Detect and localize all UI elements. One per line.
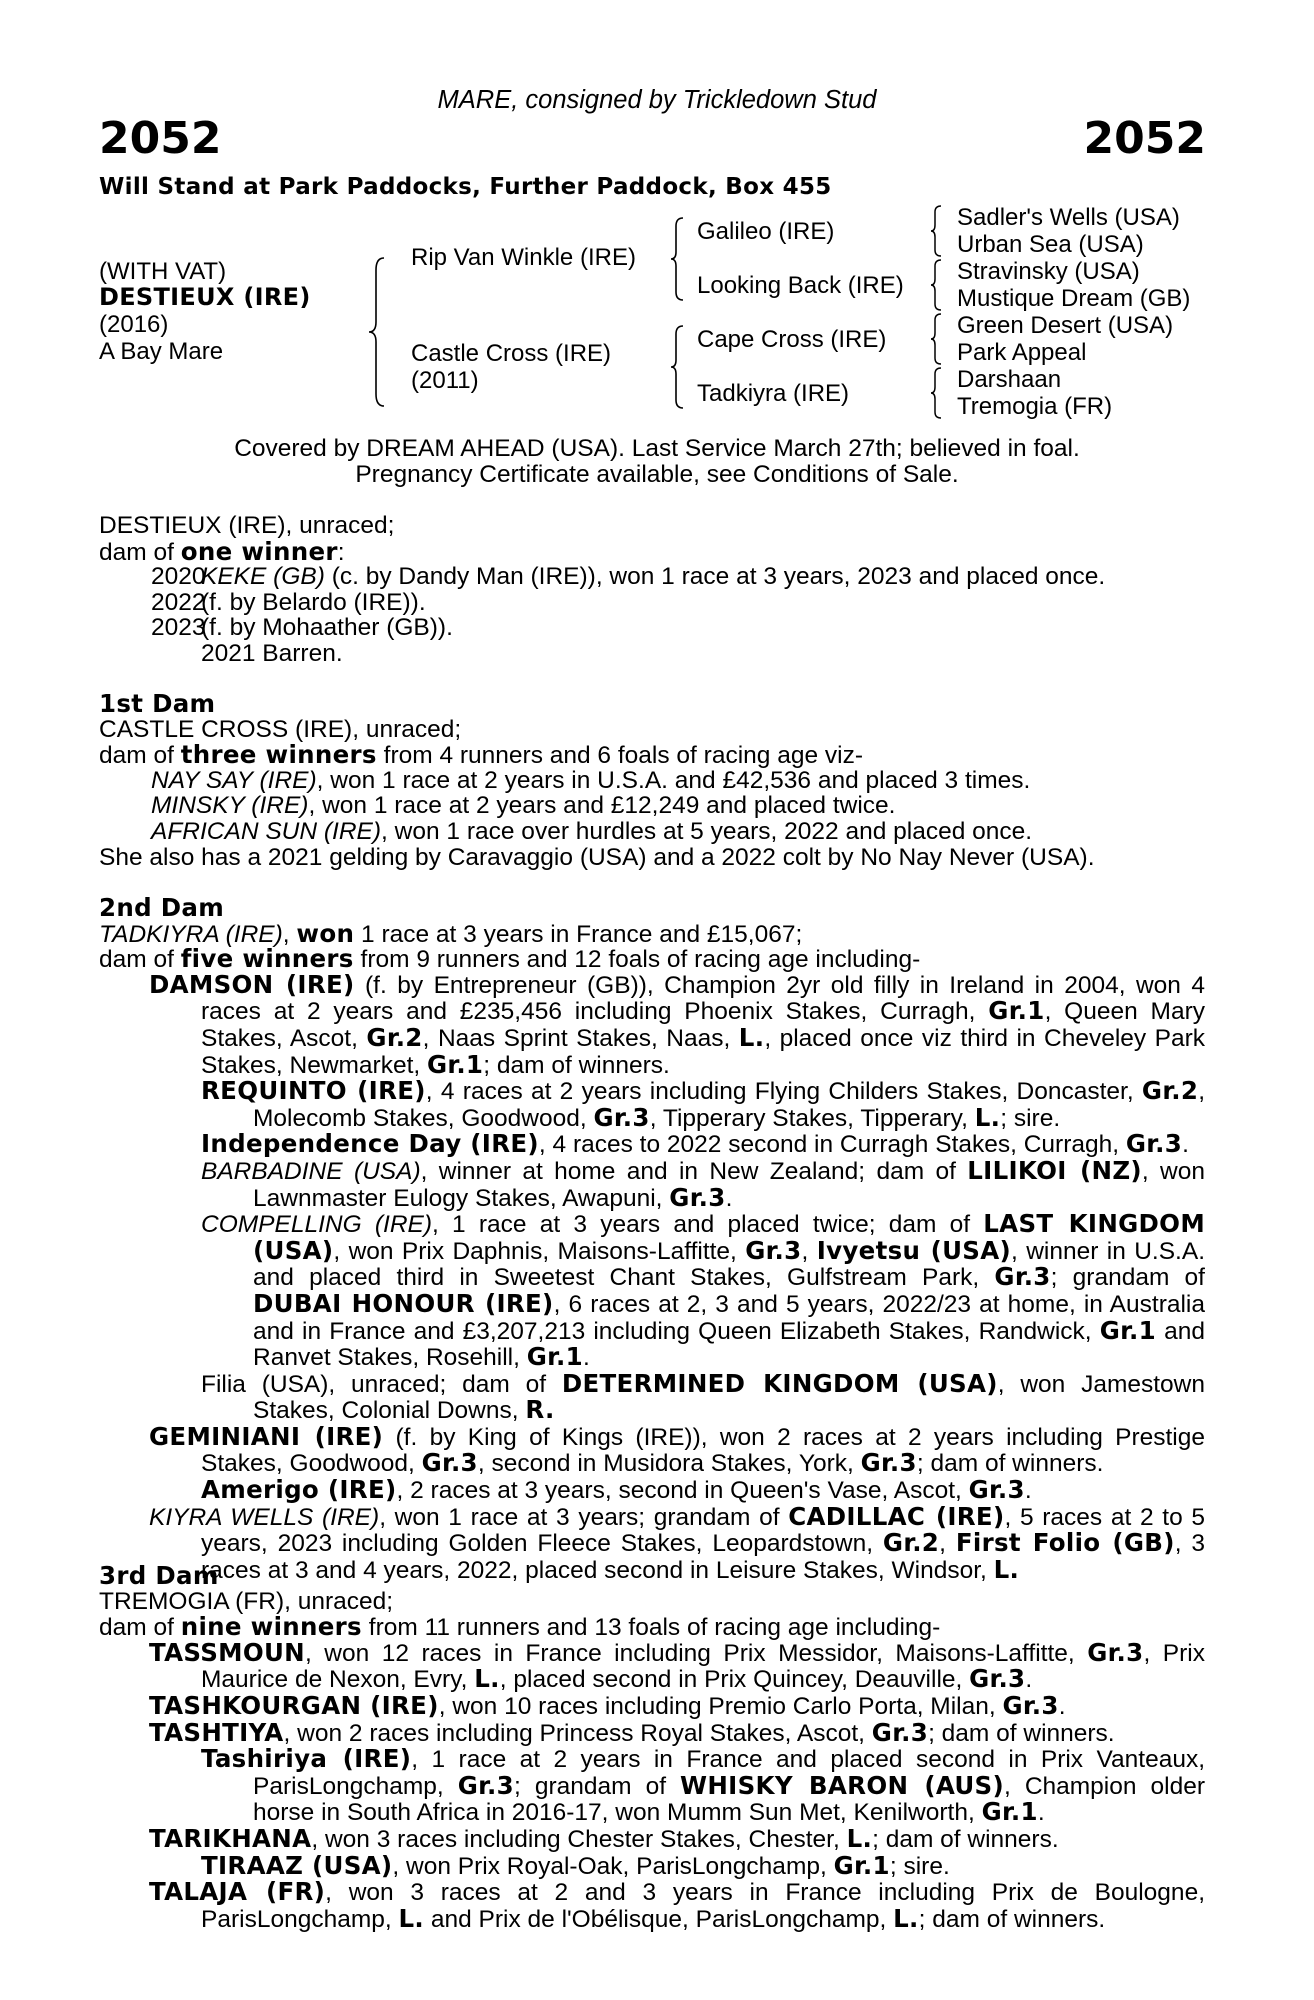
- horse-year: (2016): [99, 311, 169, 338]
- runner-entry: Tashiriya (IRE), 1 race at 2 years in France and placed second in Prix Vanteaux, ParisLongchamp, Gr.3; grandam of WHISKY BARON (AUS), Champion older horse in South Africa in 2016-17, won Mumm Sun Met, Kenilworth, Gr.1.: [201, 1744, 1206, 1827]
- runner-entry: NAY SAY (IRE), won 1 race at 2 years in U.S.A. and £42,536 and placed 3 times.: [151, 766, 1031, 794]
- bracket-sd: [930, 258, 944, 312]
- produce-intro: DESTIEUX (IRE), unraced;: [99, 512, 395, 539]
- sire-bracket: [670, 216, 686, 302]
- produce-summary: dam of one winner:: [99, 536, 345, 566]
- produce-row: 2020KEKE (GB) (c. by Dandy Man (IRE)), won 1 race at 3 years, 2023 and placed once.: [151, 563, 1106, 591]
- runner-entry: REQUINTO (IRE), 4 races at 2 years including Flying Childers Stakes, Doncaster, Gr.2, Molecomb Stakes, Goodwood, Gr.3, Tipperary Stakes, Tipperary, L.; sire.: [201, 1076, 1205, 1132]
- dam-sire-dam: Park Appeal: [957, 339, 1087, 366]
- sire-sire: Galileo (IRE): [697, 218, 835, 245]
- sire-name: Rip Van Winkle (IRE): [411, 244, 636, 271]
- covering-info: Covered by DREAM AHEAD (USA). Last Service March 27th; believed in foal.: [234, 435, 1080, 462]
- first-dam-heading: 1st Dam: [99, 689, 216, 718]
- runner-entry: COMPELLING (IRE), 1 race at 3 years and placed twice; dam of LAST KINGDOM (USA), won Prix Daphnis, Maisons-Laffitte, Gr.3, Ivyetsu (USA), winner in U.S.A. and placed third in Sweetest Chant Stakes, Gulfstream Park, Gr.3; grandam of DUBAI HONOUR (IRE), 6 races at 2, 3 and 5 years, 2022/23 at home, in Australia and in France and £3,207,213 including Queen Elizabeth Stakes, Randwick, Gr.1 and Ranvet Stakes, Rosehill, Gr.1.: [201, 1209, 1206, 1372]
- horse-name: DESTIEUX (IRE): [99, 283, 311, 311]
- third-dam-name: TREMOGIA (FR), unraced;: [99, 1587, 394, 1615]
- second-dam-heading: 2nd Dam: [99, 893, 225, 922]
- first-dam-note: She also has a 2021 gelding by Caravaggio (USA) and a 2022 colt by No Nay Never (USA).: [99, 843, 1095, 871]
- dam-name: Castle Cross (IRE): [411, 340, 612, 367]
- first-dam-section: [99, 691, 1205, 870]
- third-dam-heading: 3rd Dam: [99, 1561, 219, 1590]
- runner-entry: TASHTIYA, won 2 races including Princess Royal Stakes, Ascot, Gr.3; dam of winners.: [149, 1717, 1115, 1747]
- sire-sire-sire: Sadler's Wells (USA): [957, 204, 1180, 231]
- sire-dam-sire: Stravinsky (USA): [957, 258, 1140, 285]
- dam-bracket: [670, 324, 686, 410]
- runner-entry: TIRAAZ (USA), won Prix Royal-Oak, ParisLongchamp, Gr.1; sire.: [201, 1850, 950, 1880]
- sire-dam: Looking Back (IRE): [697, 272, 904, 299]
- vat-label: (WITH VAT): [99, 258, 227, 285]
- runner-entry: GEMINIANI (IRE) (f. by King of Kings (IRE)), won 2 races at 2 years including Prestige Stakes, Goodwood, Gr.3, second in Musidora Stakes, York, Gr.3; dam of winners.: [149, 1421, 1206, 1478]
- stand-location: Will Stand at Park Paddocks, Further Paddock, Box 455: [99, 174, 832, 200]
- runner-entry: KIYRA WELLS (IRE), won 1 race at 3 years; grandam of CADILLAC (IRE), 5 races at 2 to 5 years, 2023 including Golden Fleece Stakes, Leopardstown, Gr.2, First Folio (GB), 3 races at 3 and 4 years, 2022, placed second in Leisure Stakes, Windsor, L.: [149, 1501, 1205, 1584]
- runner-entry: TASHKOURGAN (IRE), won 10 races including Premio Carlo Porta, Milan, Gr.3.: [149, 1690, 1066, 1720]
- second-dam-summary: dam of five winners from 9 runners and 12 foals of racing age including-: [99, 944, 921, 974]
- first-dam-name: CASTLE CROSS (IRE), unraced;: [99, 715, 462, 743]
- sire-sire-dam: Urban Sea (USA): [957, 231, 1144, 258]
- third-dam-summary: dam of nine winners from 11 runners and 13 foals of racing age including-: [99, 1612, 941, 1642]
- pregnancy-info: Pregnancy Certificate available, see Conditions of Sale.: [355, 461, 959, 488]
- runner-entry: Filia (USA), unraced; dam of DETERMINED KINGDOM (USA), won Jamestown Stakes, Colonial Downs, R.: [201, 1368, 1205, 1425]
- second-dam-name: TADKIYRA (IRE), won 1 race at 3 years in France and £15,067;: [99, 918, 803, 948]
- runner-entry: TALAJA (FR), won 3 races at 2 and 3 years in France including Prix de Boulogne, ParisLongchamp, L. and Prix de l'Obélisque, ParisLongchamp, L.; dam of winners.: [149, 1877, 1205, 1933]
- runner-entry: Independence Day (IRE), 4 races to 2022 second in Curragh Stakes, Curragh, Gr.3.: [201, 1129, 1189, 1159]
- lot-subtitle: MARE, consigned by Trickledown Stud: [437, 86, 877, 114]
- sire-dam-dam: Mustique Dream (GB): [957, 285, 1191, 312]
- horse-description: A Bay Mare: [99, 338, 224, 365]
- runner-entry: Amerigo (IRE), 2 races at 3 years, second in Queen's Vase, Ascot, Gr.3.: [201, 1475, 1032, 1505]
- produce-row: 2023(f. by Mohaather (GB)).: [151, 614, 453, 642]
- produce-row: 2021 Barren.: [201, 639, 343, 667]
- dam-sire: Cape Cross (IRE): [697, 326, 887, 353]
- lot-number-left: 2052: [99, 113, 222, 164]
- runner-entry: AFRICAN SUN (IRE), won 1 race over hurdles at 5 years, 2022 and placed once.: [151, 817, 1033, 845]
- runner-entry: TARIKHANA, won 3 races including Chester Stakes, Chester, L.; dam of winners.: [149, 1823, 1059, 1853]
- runner-entry: DAMSON (IRE) (f. by Entrepreneur (GB)), Champion 2yr old filly in Ireland in 2004, won 4 races at 2 years and £235,456 including Phoenix Stakes, Curragh, Gr.1, Queen Mary Stakes, Ascot, Gr.2, Naas Sprint Stakes, Naas, L., placed once viz third in Cheveley Park Stakes, Newmarket, Gr.1; dam of winners.: [149, 969, 1206, 1079]
- dam-sire-sire: Green Desert (USA): [957, 312, 1174, 339]
- third-dam-section: [99, 1563, 1205, 1932]
- lot-number-right: 2052: [1083, 113, 1206, 164]
- dam-dam: Tadkiyra (IRE): [697, 380, 850, 407]
- runner-entry: TASSMOUN, won 12 races in France including Prix Messidor, Maisons-Laffitte, Gr.3, Prix Maurice de Nexon, Evry, L., placed second in Prix Quincey, Deauville, Gr.3.: [149, 1637, 1205, 1694]
- runner-entry: MINSKY (IRE), won 1 race at 2 years and £12,249 and placed twice.: [151, 792, 896, 820]
- produce-row: 2022(f. by Belardo (IRE)).: [151, 588, 426, 616]
- bracket-dd: [930, 366, 944, 420]
- dam-dam-dam: Tremogia (FR): [957, 393, 1113, 420]
- produce-section: [99, 513, 1205, 667]
- dam-year: (2011): [411, 367, 479, 394]
- runner-entry: BARBADINE (USA), winner at home and in New Zealand; dam of LILIKOI (NZ), won Lawnmaster Eulogy Stakes, Awapuni, Gr.3.: [201, 1155, 1205, 1212]
- first-dam-summary: dam of three winners from 4 runners and 6 foals of racing age viz-: [99, 740, 863, 770]
- bracket-ss: [930, 204, 944, 258]
- dam-dam-sire: Darshaan: [957, 366, 1062, 393]
- second-dam-section: [99, 895, 1205, 1583]
- bracket-ds: [930, 312, 944, 366]
- main-bracket: [368, 256, 388, 408]
